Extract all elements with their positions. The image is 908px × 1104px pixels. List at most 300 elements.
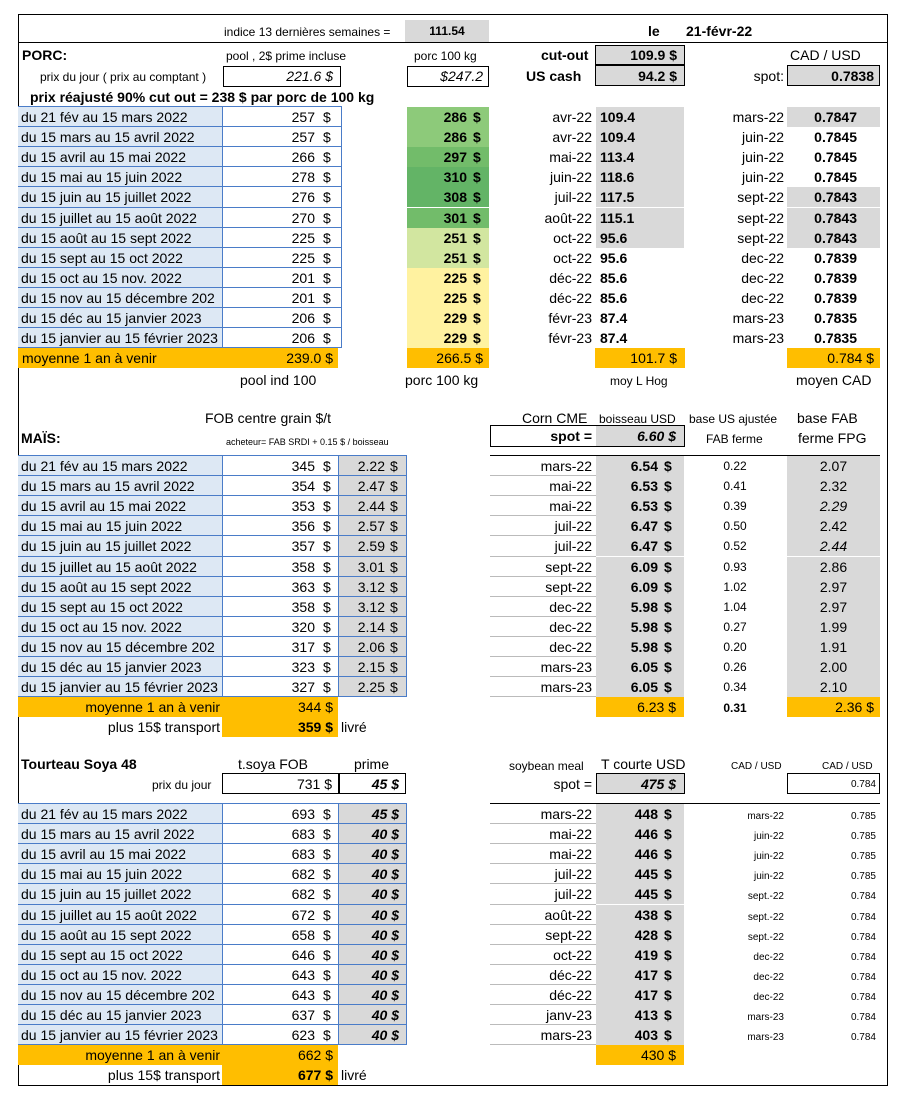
porc-row-cad: 0.7843 <box>814 209 857 226</box>
mais-col-divider-3 <box>406 455 407 697</box>
porc-foot-porc: porc 100 kg <box>405 372 479 388</box>
mais-row-cme-dollar: $ <box>664 598 672 615</box>
soya-row-prime: 45 $ <box>371 806 399 822</box>
mais-row-month: mars-22 <box>540 458 592 474</box>
mais-row-fab: 2.10 <box>819 679 848 696</box>
index-label: indice 13 dernières semaines = <box>224 25 391 39</box>
soya-row-month: mars-23 <box>540 1027 592 1044</box>
porc-row-cad-month: mars-23 <box>732 310 784 326</box>
porc-row-pool-dollar: $ <box>323 330 331 347</box>
porc-row-period: du 15 mars au 15 avril 2022 <box>21 129 195 146</box>
mais-row-cme-dollar: $ <box>664 618 672 635</box>
porc-row-period: du 15 juillet au 15 août 2022 <box>21 209 197 226</box>
soya-avg-fob: 662 $ <box>297 1047 333 1063</box>
mais-row-month: dec-22 <box>549 618 592 635</box>
mais-corn-cme: Corn CME <box>522 410 588 426</box>
porc-row-month: déc-22 <box>549 289 592 306</box>
soya-row-prime: 40 $ <box>371 1007 399 1023</box>
mais-row-fab: 2.97 <box>819 598 848 615</box>
mais-row-fab: 2.29 <box>819 498 848 515</box>
mais-avg-base: 0.31 <box>723 701 747 715</box>
porc-row-hog: 115.1 <box>600 209 635 226</box>
soya-row-meal: 417 <box>634 986 658 1003</box>
soya-tcourte-header: T courte USD <box>601 756 686 772</box>
soya-row-cad: 0.785 <box>850 871 876 883</box>
mais-row-month: sept-22 <box>545 558 592 575</box>
soya-prime-value: 45 $ <box>371 776 399 792</box>
soya-row-cad: 0.784 <box>850 891 876 903</box>
soya-row-cad-month: sept.-22 <box>747 891 784 903</box>
soya-row-meal-dollar: $ <box>664 1007 672 1023</box>
soya-row-fob: 643 <box>291 966 315 983</box>
mais-row-cme-dollar: $ <box>664 538 672 555</box>
spot-value: 0.7838 <box>831 68 874 84</box>
porc-row-pool: 257 <box>291 109 315 125</box>
header-divider <box>18 42 888 43</box>
soya-row-period: du 15 avril au 15 mai 2022 <box>21 846 186 863</box>
soya-row-fob: 637 <box>291 1007 315 1023</box>
mais-row-cme-dollar: $ <box>664 638 672 655</box>
soya-row-cad-month: dec-22 <box>753 991 784 1003</box>
porc-row-porc-dollar: $ <box>473 269 481 286</box>
soya-row-prime: 40 $ <box>371 986 399 1003</box>
soya-row-cad: 0.785 <box>850 831 876 843</box>
mais-title: MAÏS: <box>21 430 61 446</box>
soya-prix-jour-value: 731 $ <box>296 776 332 792</box>
porc-row-porc-dollar: $ <box>473 169 481 186</box>
porc-avg-pool: 239.0 $ <box>286 350 333 366</box>
mais-row-bu-dollar: $ <box>390 538 398 555</box>
mais-row-bu: 2.57 <box>357 518 385 535</box>
soya-row-fob-dollar: $ <box>323 1007 331 1023</box>
porc-row-pool-dollar: $ <box>323 109 331 125</box>
porc-row-pool-dollar: $ <box>323 310 331 326</box>
porc-row-month: oct-22 <box>553 229 592 246</box>
porc-row-porc: 229 <box>443 330 467 347</box>
mais-row-cme-dollar: $ <box>664 458 672 474</box>
porc-row-pool: 201 <box>291 289 315 306</box>
mais-row-period: du 15 sept au 15 oct 2022 <box>21 598 183 615</box>
mais-row-period: du 15 juin au 15 juillet 2022 <box>21 538 192 555</box>
mais-row-fab: 2.00 <box>819 659 848 675</box>
mais-row-bu: 2.06 <box>357 638 385 655</box>
mais-row-bu: 2.59 <box>357 538 385 555</box>
soya-col-divider <box>222 803 223 1045</box>
soya-row-month: mai-22 <box>549 826 592 843</box>
porc-row-pool: 276 <box>291 189 315 206</box>
soya-row-meal: 438 <box>634 906 658 923</box>
mais-spot-label: spot = <box>550 428 592 444</box>
porc-col-divider-2 <box>341 106 342 348</box>
soya-row-meal: 446 <box>634 846 658 863</box>
mais-row-period: du 15 mars au 15 avril 2022 <box>21 478 195 495</box>
mais-row-bu: 2.15 <box>357 659 385 675</box>
soya-livre: livré <box>341 1067 367 1083</box>
mais-row-fab: 2.42 <box>819 518 848 535</box>
soya-row-prime: 40 $ <box>371 966 399 983</box>
porc-row-month: oct-22 <box>553 249 592 266</box>
soya-row-meal-dollar: $ <box>664 846 672 863</box>
porc-row-porc: 310 <box>443 169 467 186</box>
porc-row-pool-dollar: $ <box>323 229 331 246</box>
soya-row-meal-dollar: $ <box>664 806 672 822</box>
mais-row-bu-dollar: $ <box>390 638 398 655</box>
cadusd-header: CAD / USD <box>790 47 861 63</box>
soya-row-period: du 15 août au 15 sept 2022 <box>21 926 192 943</box>
soya-row-cad: 0.784 <box>850 1012 876 1023</box>
soya-row-fob: 682 <box>291 866 315 883</box>
soya-row-period: du 15 mars au 15 avril 2022 <box>21 826 195 843</box>
mais-row-fob-dollar: $ <box>323 558 331 575</box>
porc-row-porc-dollar: $ <box>473 189 481 206</box>
soya-row-cad-month: juin-22 <box>753 831 784 843</box>
mais-row-fob-dollar: $ <box>323 478 331 495</box>
mais-row-period: du 15 oct au 15 nov. 2022 <box>21 618 182 635</box>
mais-row-fob: 353 <box>291 498 315 515</box>
mais-col-divider <box>222 455 223 697</box>
porc-row-pool-dollar: $ <box>323 249 331 266</box>
porc-row-pool-dollar: $ <box>323 269 331 286</box>
soya-row-meal: 403 <box>634 1027 658 1044</box>
soya-row-fob-dollar: $ <box>323 806 331 822</box>
porc-row-porc: 286 <box>443 129 467 146</box>
soya-row-cad: 0.784 <box>850 991 876 1003</box>
mais-row-fob-dollar: $ <box>323 498 331 515</box>
soya-row-month: juil-22 <box>554 886 592 903</box>
porc-row-cad-month: mars-22 <box>732 109 784 125</box>
porc-row-month: mai-22 <box>549 149 592 166</box>
mais-boisseau-usd: boisseau USD <box>599 412 676 426</box>
cutout-value: 109.9 $ <box>630 47 677 63</box>
soya-col-divider-2 <box>338 803 339 1045</box>
soya-fob-header: t.soya FOB <box>238 756 309 772</box>
porc-row-hog: 117.5 <box>600 189 635 206</box>
porc-row-hog: 113.4 <box>600 149 635 166</box>
mais-row-base: 1.02 <box>723 579 747 594</box>
mais-row-month: mai-22 <box>549 478 592 495</box>
porc-row-cad: 0.7845 <box>814 169 857 186</box>
soya-row-cad-month: sept.-22 <box>747 911 784 923</box>
mais-row-bu-dollar: $ <box>390 498 398 515</box>
soya-row-meal-dollar: $ <box>664 826 672 843</box>
mais-base-us-header: base US ajustée <box>689 412 778 426</box>
porc-row-cad-month: sept-22 <box>737 209 784 226</box>
mais-row-fob: 327 <box>291 679 315 696</box>
porc-row-porc-dollar: $ <box>473 209 481 226</box>
soya-row-fob: 683 <box>291 826 315 843</box>
mais-row-bu: 2.25 <box>357 679 385 696</box>
soya-row-month: mars-22 <box>540 806 592 822</box>
soya-row-cad-month: sept.-22 <box>747 931 784 943</box>
mais-row-bu-dollar: $ <box>390 458 398 474</box>
mais-row-month: juil-22 <box>554 518 592 535</box>
mais-row-month: mars-23 <box>540 659 592 675</box>
mais-row-cme: 5.98 <box>630 598 658 615</box>
soya-row-meal: 445 <box>634 886 658 903</box>
mais-row-bu-dollar: $ <box>390 598 398 615</box>
soya-transport-label: plus 15$ transport <box>107 1067 220 1083</box>
porc-row-porc-dollar: $ <box>473 149 481 166</box>
porc-col-divider <box>222 106 223 348</box>
soya-row-period: du 15 oct au 15 nov. 2022 <box>21 966 182 983</box>
porc-row-hog: 95.6 <box>600 249 628 266</box>
cutout-label: cut-out <box>541 47 589 63</box>
soya-row-meal-dollar: $ <box>664 946 672 963</box>
porc-row-porc: 301 <box>443 209 467 226</box>
mais-acheteur-note: acheteur= FAB SRDI + 0.15 $ / boisseau <box>226 437 389 447</box>
mais-row-base: 0.20 <box>723 639 747 654</box>
porc-row-cad-month: dec-22 <box>741 249 784 266</box>
mais-row-cme: 6.54 <box>630 458 658 474</box>
porc-row-cad-month: mars-23 <box>732 330 784 347</box>
mais-avg-fab: 2.36 $ <box>835 699 874 715</box>
mais-row-fob: 363 <box>291 578 315 595</box>
mais-row-cme: 6.47 <box>630 518 658 535</box>
porc-row-cad: 0.7843 <box>814 189 857 206</box>
soya-col-divider-3 <box>406 803 407 1045</box>
porc-avg-label: moyenne 1 an à venir <box>22 350 157 366</box>
soya-row-prime: 40 $ <box>371 926 399 943</box>
porc-foot-hog: moy L Hog <box>610 374 668 388</box>
porc-row-period: du 15 déc au 15 janvier 2023 <box>21 310 202 326</box>
mais-row-base: 0.27 <box>723 619 747 634</box>
porc-row-period: du 15 oct au 15 nov. 2022 <box>21 269 182 286</box>
mais-row-cme-dollar: $ <box>664 518 672 535</box>
soya-row-prime: 40 $ <box>371 1027 399 1044</box>
mais-row-period: du 15 nov au 15 décembre 202 <box>21 638 215 655</box>
spot-label: spot: <box>753 68 784 84</box>
prix-jour-label: prix du jour ( prix au comptant ) <box>40 70 207 84</box>
porc-row-pool-dollar: $ <box>323 209 331 226</box>
porc-row-porc: 286 <box>443 109 467 125</box>
mais-row-period: du 15 janvier au 15 février 2023 <box>21 679 218 696</box>
soya-row-period: du 15 juin au 15 juillet 2022 <box>21 886 192 903</box>
mais-row-month: dec-22 <box>549 598 592 615</box>
mais-row-cme-dollar: $ <box>664 558 672 575</box>
porc-row-pool: 206 <box>291 310 315 326</box>
mais-ferme-fpg: ferme FPG <box>798 430 867 446</box>
mais-row-cme-dollar: $ <box>664 659 672 675</box>
porc-row-period: du 15 avril au 15 mai 2022 <box>21 149 186 166</box>
mais-row-bu-dollar: $ <box>390 518 398 535</box>
mais-row-base: 0.22 <box>723 459 747 473</box>
porc-row-cad: 0.7843 <box>814 229 857 246</box>
porc-row-hog: 118.6 <box>600 169 635 186</box>
soya-row-fob: 643 <box>291 986 315 1003</box>
mais-row-fob: 317 <box>291 638 315 655</box>
mais-row-period: du 15 août au 15 sept 2022 <box>21 578 192 595</box>
mais-row-period: du 15 juillet au 15 août 2022 <box>21 558 197 575</box>
soya-row-fob-dollar: $ <box>323 926 331 943</box>
soya-cadusd-2: CAD / USD <box>822 761 873 772</box>
porc-row-pool-dollar: $ <box>323 129 331 146</box>
soya-row-fob-dollar: $ <box>323 946 331 963</box>
mais-row-month: sept-22 <box>545 578 592 595</box>
porc-row-cad: 0.7839 <box>814 269 857 286</box>
mais-row-fab: 2.44 <box>819 538 848 555</box>
soya-row-meal-dollar: $ <box>664 866 672 883</box>
soya-prix-jour-label: prix du jour <box>152 778 212 792</box>
soya-row-cad-month: juin-22 <box>753 851 784 863</box>
mais-base-fab-header: base FAB <box>797 410 858 426</box>
porc-row-porc: 225 <box>443 289 467 306</box>
porc-row-cad-month: sept-22 <box>737 229 784 246</box>
porc-row-cad-month: juin-22 <box>741 129 784 146</box>
soya-row-meal: 413 <box>634 1007 658 1023</box>
porc-row-porc-dollar: $ <box>473 129 481 146</box>
mais-row-base: 0.93 <box>723 559 747 574</box>
mais-row-base: 1.04 <box>723 599 747 614</box>
porc-row-pool: 225 <box>291 229 315 246</box>
mais-avg-fob: 344 $ <box>297 699 333 715</box>
soya-spot-label: spot = <box>553 776 592 792</box>
soya-row-month: mai-22 <box>549 846 592 863</box>
mais-row-cme: 6.53 <box>630 498 658 515</box>
porc-row-pool: 206 <box>291 330 315 347</box>
soya-row-meal: 446 <box>634 826 658 843</box>
mais-row-base: 0.39 <box>723 499 747 514</box>
mais-row-cme: 6.05 <box>630 659 658 675</box>
porc-row-month: févr-23 <box>548 330 592 347</box>
porc-row-pool: 266 <box>291 149 315 166</box>
mais-row-bu-dollar: $ <box>390 618 398 635</box>
porc-row-hog: 95.6 <box>600 229 628 246</box>
mais-row-base: 0.50 <box>723 519 747 534</box>
porc-row-pool-dollar: $ <box>323 169 331 186</box>
porc-row-cad: 0.7845 <box>814 129 857 146</box>
soya-row-prime: 40 $ <box>371 826 399 843</box>
mais-row-fab: 1.91 <box>819 638 848 655</box>
porc-row-period: du 15 sept au 15 oct 2022 <box>21 249 183 266</box>
soya-row-fob-dollar: $ <box>323 906 331 923</box>
uscash-label: US cash <box>526 68 582 84</box>
soya-row-cad: 0.784 <box>850 951 876 963</box>
porc-row-porc: 251 <box>443 229 467 246</box>
mais-row-bu: 3.12 <box>357 578 385 595</box>
soya-row-cad-month: mars-22 <box>747 811 784 822</box>
soya-row-month: sept-22 <box>545 926 592 943</box>
porc-row-pool: 278 <box>291 169 315 186</box>
mais-row-cme: 6.53 <box>630 478 658 495</box>
soya-row-meal-dollar: $ <box>664 906 672 923</box>
porc-row-month: févr-23 <box>548 310 592 326</box>
soya-spot-cad-value: 0.784 <box>850 779 876 790</box>
porc-row-hog: 85.6 <box>600 289 628 306</box>
porc-row-cad: 0.7835 <box>814 310 857 326</box>
soya-row-month: août-22 <box>544 906 592 923</box>
soya-row-cad: 0.785 <box>850 811 876 822</box>
mais-row-bu-dollar: $ <box>390 558 398 575</box>
porc-row-month: avr-22 <box>552 109 592 125</box>
index-value: 111.54 <box>429 24 465 38</box>
mais-spot-value: 6.60 $ <box>637 428 676 444</box>
mais-row-cme-dollar: $ <box>664 478 672 495</box>
soya-row-prime: 40 $ <box>371 866 399 883</box>
uscash-value: 94.2 $ <box>638 68 677 84</box>
soya-row-fob-dollar: $ <box>323 826 331 843</box>
prix-reajuste: prix réajusté 90% cut out = 238 $ par porc de 100 kg <box>30 89 375 105</box>
soya-row-month: déc-22 <box>549 966 592 983</box>
soya-row-cad: 0.784 <box>850 911 876 923</box>
soya-row-meal-dollar: $ <box>664 886 672 903</box>
porc-row-cad: 0.7839 <box>814 249 857 266</box>
soya-row-meal: 448 <box>634 806 658 822</box>
porc-row-period: du 15 juin au 15 juillet 2022 <box>21 189 192 206</box>
mais-row-month: mai-22 <box>549 498 592 515</box>
porc-row-cad-month: dec-22 <box>741 289 784 306</box>
porc-row-period: du 15 août au 15 sept 2022 <box>21 229 192 246</box>
soya-row-month: oct-22 <box>553 946 592 963</box>
soya-row-prime: 40 $ <box>371 946 399 963</box>
porc-row-cad-month: dec-22 <box>741 269 784 286</box>
mais-row-fob-dollar: $ <box>323 679 331 696</box>
mais-row-period: du 15 avril au 15 mai 2022 <box>21 498 186 515</box>
mais-row-fab: 2.07 <box>819 458 848 474</box>
porc-row-period: du 15 nov au 15 décembre 202 <box>21 289 215 306</box>
soya-avg-label: moyenne 1 an à venir <box>85 1047 220 1063</box>
mais-row-cme: 6.05 <box>630 679 658 696</box>
porc-100kg-header: porc 100 kg <box>414 49 477 63</box>
soya-transport-value: 677 $ <box>297 1067 333 1083</box>
mais-row-fab: 2.32 <box>819 478 848 495</box>
porc-row-hog: 87.4 <box>600 330 628 347</box>
date-label: le <box>648 23 660 39</box>
porc-row-cad: 0.7839 <box>814 289 857 306</box>
mais-row-cme-dollar: $ <box>664 679 672 696</box>
porc-row-cad: 0.7847 <box>814 109 857 125</box>
porc-row-period: du 15 janvier au 15 février 2023 <box>21 330 218 347</box>
mais-row-base: 0.41 <box>723 479 747 494</box>
soya-row-period: du 21 fév au 15 mars 2022 <box>21 806 188 822</box>
mais-row-bu: 3.12 <box>357 598 385 615</box>
porc-row-porc-dollar: $ <box>473 109 481 125</box>
mais-row-fob-dollar: $ <box>323 659 331 675</box>
porc-row-pool: 270 <box>291 209 315 226</box>
mais-row-cme: 6.09 <box>630 578 658 595</box>
porc-row-hog: 109.4 <box>600 109 636 125</box>
mais-row-fab: 2.97 <box>819 578 848 595</box>
mais-row-fob: 320 <box>291 618 315 635</box>
soya-row-meal: 417 <box>634 966 658 983</box>
mais-row-bu-dollar: $ <box>390 478 398 495</box>
soya-row-fob-dollar: $ <box>323 986 331 1003</box>
soya-row-fob: 623 <box>291 1027 315 1044</box>
soya-avg-meal: 430 $ <box>640 1047 676 1063</box>
soya-row-meal-dollar: $ <box>664 1027 672 1044</box>
mais-row-bu: 2.22 <box>357 458 385 474</box>
porc-avg-cad: 0.784 $ <box>827 350 874 366</box>
mais-row-fob-dollar: $ <box>323 538 331 555</box>
mais-row-month: mars-23 <box>540 679 592 696</box>
porc-row-cad-month: sept-22 <box>737 189 784 206</box>
mais-row-fob-dollar: $ <box>323 598 331 615</box>
porc-row-porc: 229 <box>443 310 467 326</box>
porc-row-hog: 109.4 <box>600 129 636 146</box>
soya-row-fob: 658 <box>291 926 315 943</box>
date-value: 21-févr-22 <box>686 23 753 39</box>
soya-row-month: déc-22 <box>549 986 592 1003</box>
porc-avg-porc: 266.5 $ <box>436 350 483 366</box>
mais-row-base: 0.52 <box>723 539 747 554</box>
mais-row-month: dec-22 <box>549 638 592 655</box>
porc-row-pool: 257 <box>291 129 315 146</box>
soya-row-period: du 15 juillet au 15 août 2022 <box>21 906 197 923</box>
soya-row-cad: 0.784 <box>850 931 876 943</box>
soya-row-period: du 15 nov au 15 décembre 202 <box>21 986 215 1003</box>
porc-row-cad: 0.7835 <box>814 330 857 347</box>
porc-row-porc: 297 <box>443 149 467 166</box>
porc-row-hog: 85.6 <box>600 269 628 286</box>
